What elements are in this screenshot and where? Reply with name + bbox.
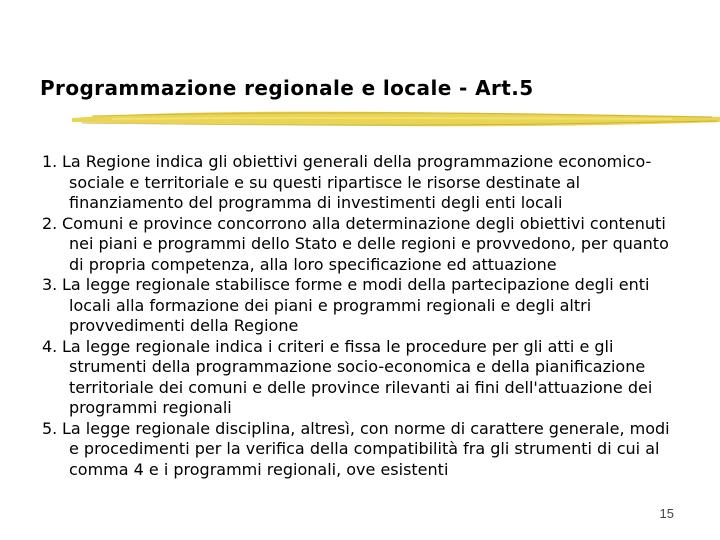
page-number: 15	[659, 506, 674, 521]
list-item	[42, 337, 682, 419]
article-paragraphs-list	[42, 152, 682, 480]
title-underline-brushstroke	[72, 106, 720, 132]
slide-title: Programmazione regionale e locale - Art.5	[40, 76, 534, 100]
list-item-text: Comuni e province concorrono alla determinazione degli obiettivi contenuti nei piani e programmi dello Stato e delle regioni e provvedono, per quanto di propria competenza, alla loro specificazione ed attuazione	[62, 213, 669, 274]
list-item-number: 2.	[42, 213, 58, 233]
list-item	[42, 214, 682, 276]
list-item-text: La legge regionale indica i criteri e fissa le procedure per gli atti e gli strumenti della programmazione socio-economica e della pianificazione territoriale dei comuni e delle province rilevanti ai fini dell'attuazione dei programmi regionali	[62, 336, 653, 417]
list-item-number: 5.	[42, 418, 58, 438]
list-item	[42, 419, 682, 481]
list-item	[42, 275, 682, 337]
list-item	[42, 152, 682, 214]
list-item-number: 3.	[42, 275, 58, 294]
list-item-text: La legge regionale stabilisce forme e modi della partecipazione degli enti locali alla formazione dei piani e programmi regionali e degli altri provvedimenti della Regione	[62, 275, 650, 335]
list-item-text: La legge regionale disciplina, altresì, con norme di carattere generale, modi e procedimenti per la verifica della compatibilità fra gli strumenti di cui al comma 4 e i programmi regionali, ove esistenti	[62, 418, 670, 479]
list-item-number: 4.	[42, 336, 58, 356]
list-item-number: 1.	[42, 152, 58, 171]
list-item-text: La Regione indica gli obiettivi generali della programmazione economico-sociale e territoriale e su questi ripartisce le risorse destinate al finanziamento del programma di investimenti degli enti locali	[62, 152, 652, 212]
